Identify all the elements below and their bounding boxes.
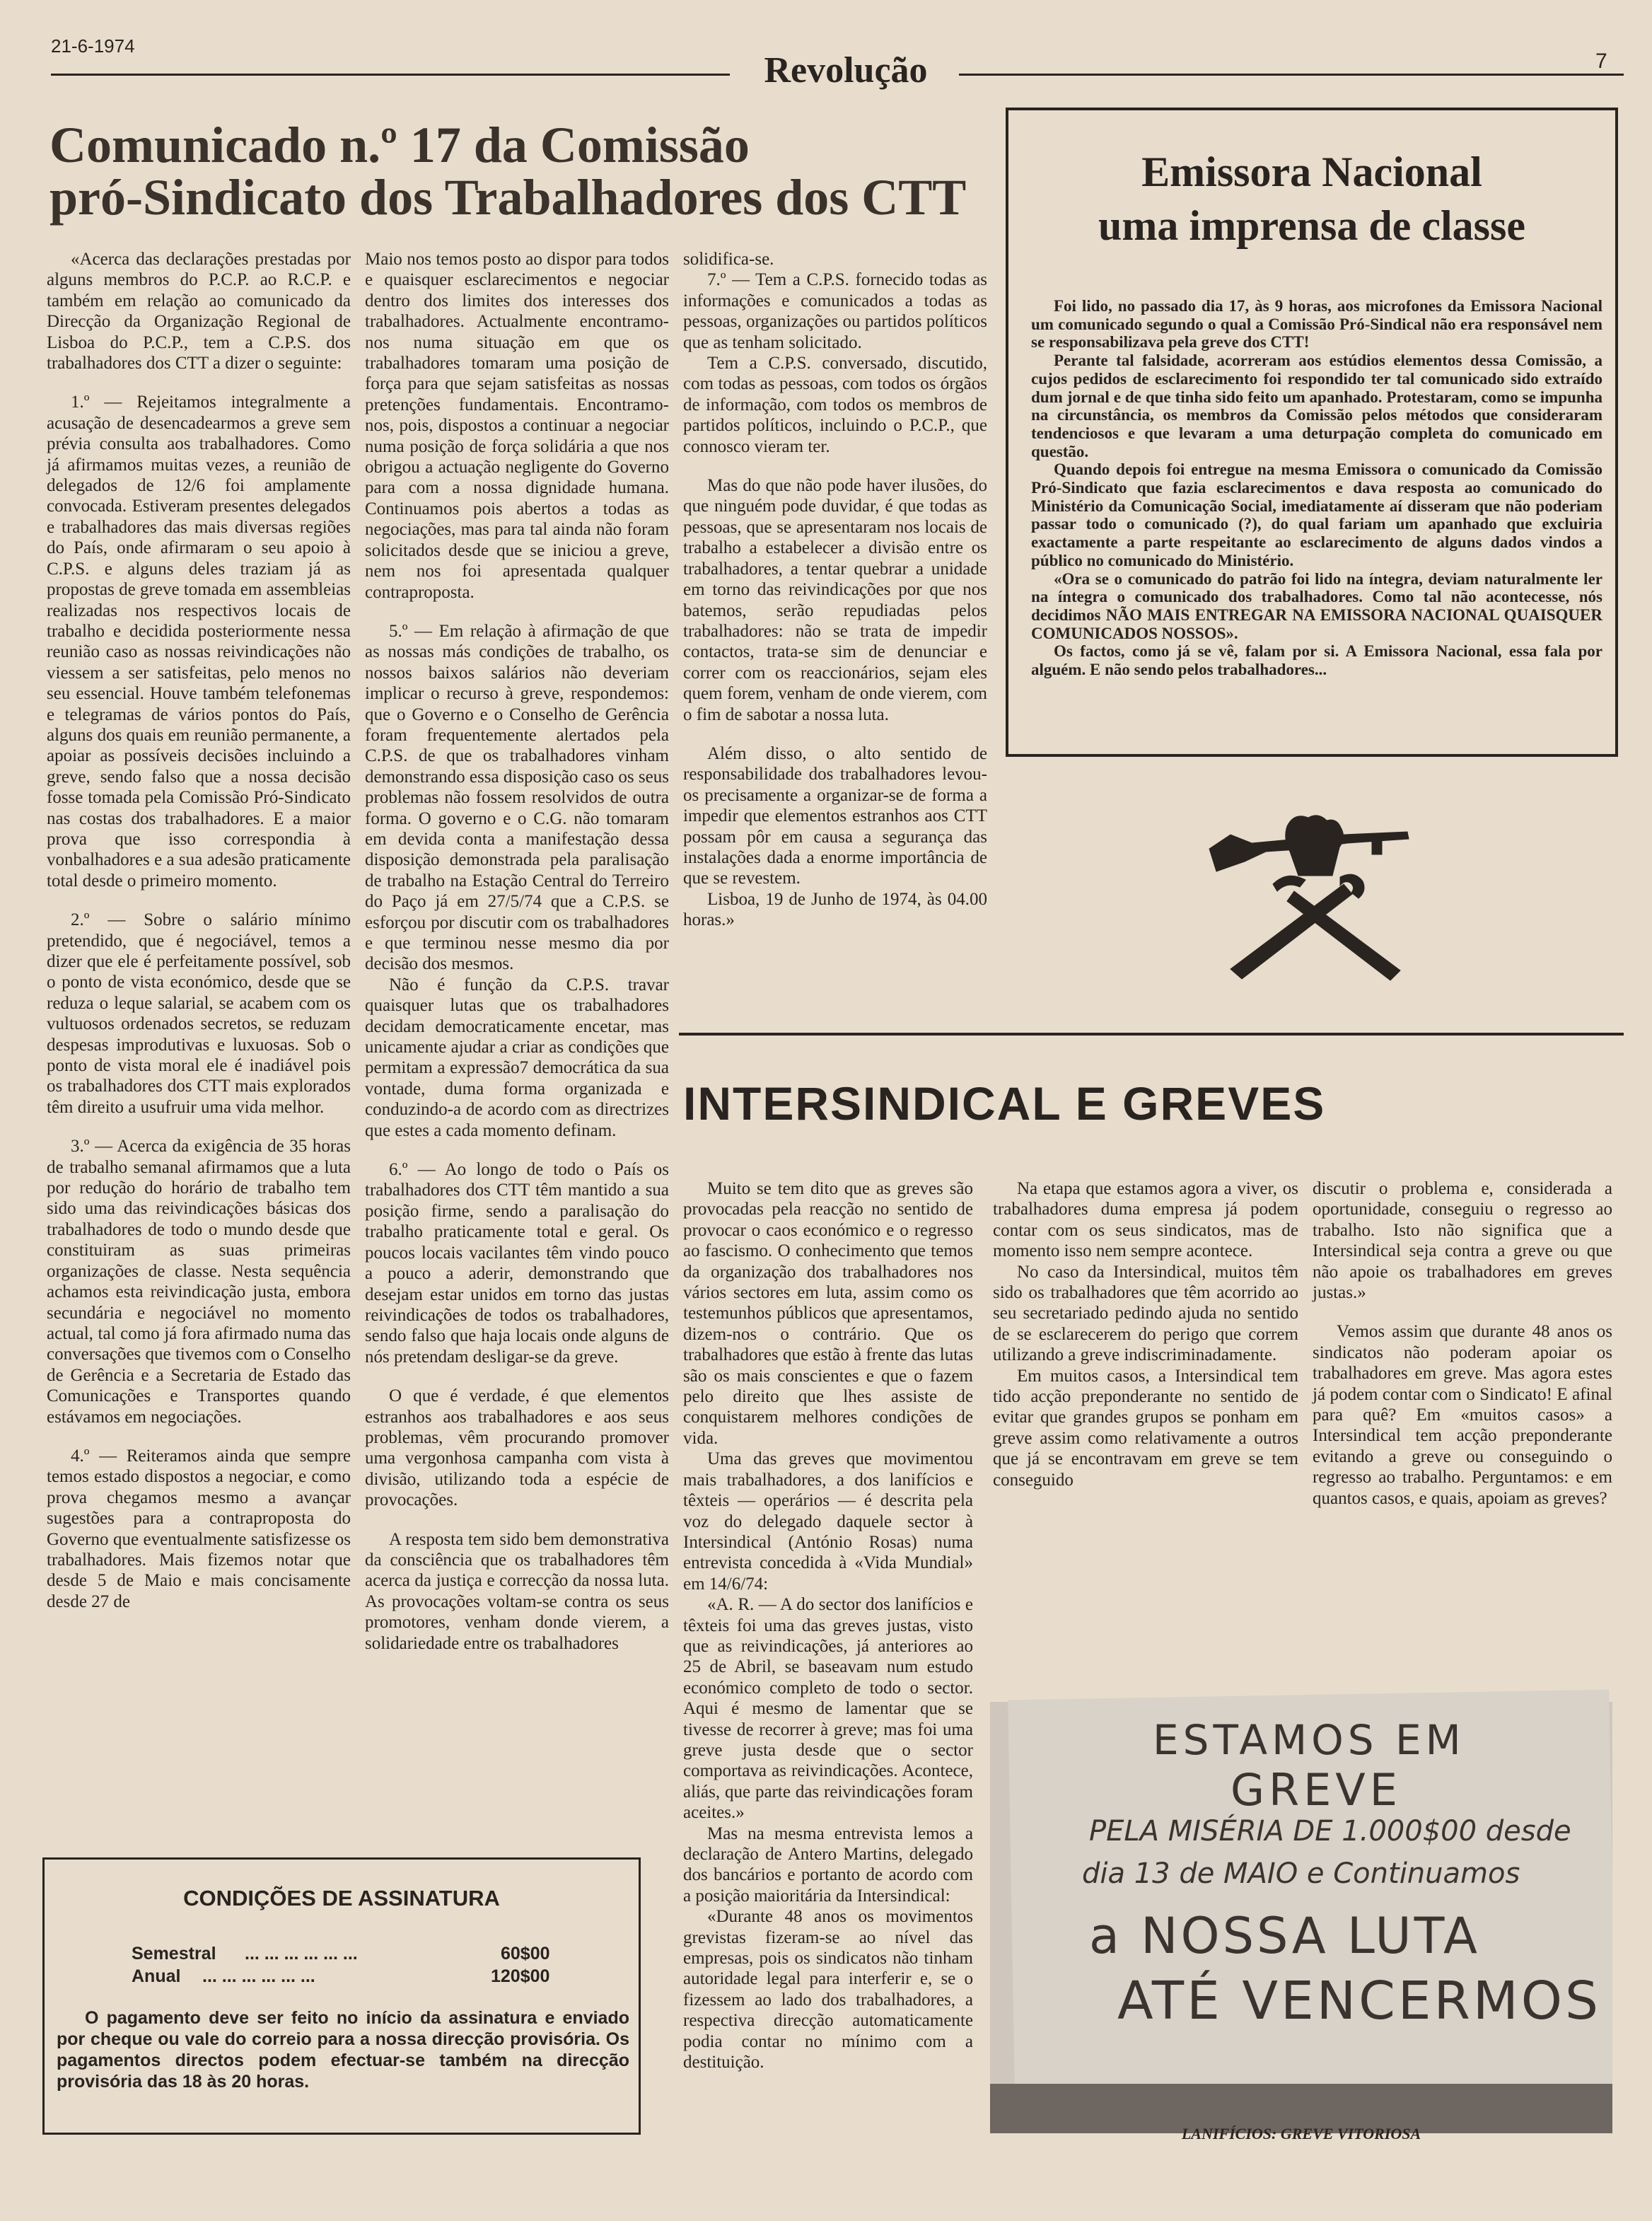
paragraph: «A. R. — A do sector dos lanifícios e têxteis foi uma das greves justas, visto que as reivindicações, já anteriores ao 25 de Abril, se baseavam num estudo económico completo de todo o sector. Aqui é mesmo de lamentar que se tivesse de recorrer à greve; mas foi uma greve justa desde que o sector comportava as reivindicações. Acontece, aliás, que parte das reivindicações foram aceites.» [683, 1595, 973, 1823]
paragraph: Em muitos casos, a Intersindical tem tido acção preponderante no sentido de evitar que grandes grupos se ponham em greve assim como relativamente a outros que já se encontravam em greve se tem conseguido [993, 1366, 1298, 1490]
subscription-label: Semestral [132, 1944, 216, 1964]
paragraph: 5.º — Em relação à afirmação de que as nossas más condições de trabalho, os nossos baixos salários não deveriam implicar o recurso à greve, respondemos: que o Governo e o Conselho de Gerência foram frequentemente alertados pela C.P.S. de que os trabalhadores vinham demonstrando essa disposição caso os seus problemas não fossem resolvidos de outra forma. O governo e o C.G. não tomaram em devida conta a manifestação dessa disposição demonstrada pela paralisação de trabalho na Estação Central do Terreiro do Paço já em 27/5/74 que a C.P.S. se esforçou por discutir com os trabalhadores e que terminou nesse mesmo dia por decisão dos mesmos. [365, 621, 669, 974]
emissora-title-line1: Emissora Nacional [1141, 149, 1482, 195]
paragraph: 4.º — Reiteramos ainda que sempre temos estado dispostos a negociar, e como prova chegamos mesmo a avançar sugestões para a contraproposta do Governo que eventualmente satisfizesse os trabalhadores. Mais fizemos notar que desde 5 de Maio e mais concisamente desde 27 de [47, 1446, 351, 1611]
subscription-row-semestral [132, 1944, 570, 1964]
intersindical-column-2 [993, 1178, 1298, 1490]
paragraph: Os factos, como já se vê, falam por si. A Emissora Nacional, essa fala por alguém. E não sendo pelos trabalhadores... [1031, 642, 1602, 679]
photo-caption: LANIFÍCIOS: GREVE VITORIOSA [1181, 2125, 1421, 2142]
paragraph: 7.º — Tem a C.P.S. fornecido todas as informações e comunicados a todas as pessoas, organizações ou partidos políticos que as tenham solicitado. [683, 270, 987, 352]
paragraph: A resposta tem sido bem demonstrativa da consciência que os trabalhadores têm acerca da justiça e correcção da nossa luta. As provocações voltam-se contra os seus promotores, venham donde vierem, a solidariedade entre os trabalhadores [365, 1529, 669, 1653]
subscription-label: Anual [132, 1966, 181, 1986]
ctt-column-3 [683, 249, 987, 931]
paragraph: Na etapa que estamos agora a viver, os trabalhadores duma empresa já podem contar com os seus sindicatos, mas de momento isso nem sempre acontece. [993, 1179, 1298, 1261]
paragraph: Não é função da C.P.S. travar quaisquer lutas que os trabalhadores decidam democraticamente encetar, mas unicamente ajudar a criar as condições que permitam a expressão7 democrática da sua vontade, duma forma organizada e conduzindo-a de acordo com as directrizes que estes a cada momento definam. [365, 975, 669, 1140]
intersindical-column-3 [1313, 1178, 1612, 1509]
sign-text-line5: a NOSSA LUTA [1089, 1907, 1480, 1965]
sign-text-line2: GREVE [1231, 1764, 1402, 1816]
paragraph: 3.º — Acerca da exigência de 35 horas de trabalho semanal afirmamos que a luta por redução do horário de trabalho tem sido uma das reivindicações básicas dos trabalhadores de todo o mundo desde que constituiram as suas primeiras organizações de classe. Nesta sequência achamos esta reivindicação justa, embora secundária e negociável no momento actual, tal como já fora afirmado numa das conversações que tivemos com o Conselho de Gerência e a Secretaria de Estado das Comunicações e Transportes quando estávamos em negociações. [47, 1137, 351, 1427]
ctt-headline [50, 119, 969, 224]
issue-date: 21-6-1974 [51, 35, 135, 57]
emissora-title [1006, 145, 1618, 253]
ctt-headline-line1: Comunicado n.º 17 da Comissão [50, 117, 750, 173]
subscription-note-text: O pagamento deve ser feito no início da assinatura e enviado por cheque ou vale do correio para a nossa direcção provisória. Os pagamentos directos podem efectuar-se também na direcção provisória das 18 às 20 horas. [57, 2008, 629, 2092]
page-number: 7 [1595, 50, 1607, 73]
paragraph: O que é verdade, é que elementos estranhos aos trabalhadores e aos seus problemas, vêm procurando promover uma vergonhosa campanha com vista à divisão, utilizando toda a espécie de provocações. [365, 1386, 669, 1510]
paragraph: solidifica-se. [683, 250, 774, 269]
ctt-column-2 [365, 249, 669, 1654]
subscription-note [57, 2007, 629, 2092]
subscription-dots: ... ... ... ... ... ... [202, 1966, 315, 1986]
paragraph: Perante tal falsidade, acorreram aos estúdios elementos dessa Comissão, a cujos pedidos de esclarecimento foi respondido ter tal comunicado sido extraído dum jornal e de que tinha sido feito um apanhado. Protestaram, como se impunha na circunstância, os membros da Comissão pelos métodos que consideraram tendenciosos e que levaram a uma deturpação completa do comunicado em questão. [1031, 352, 1602, 460]
paragraph: Além disso, o alto sentido de responsabilidade dos trabalhadores levou-os precisamente a organizar-se de forma a impedir que elementos estranhos aos CTT possam pôr em causa a segurança das instalações dada a enorme importância de que se revestem. [683, 743, 987, 888]
paragraph: «Ora se o comunicado do patrão foi lido na íntegra, deviam naturalmente ler na íntegra o comunicado dos trabalhadores. Como tal não acontecesse, nós decidimos NÃO MAIS ENTREGAR NA EMISSORA NACIONAL QUAISQUER COMUNICADOS NOSSOS». [1031, 569, 1602, 642]
paragraph: «Acerca das declarações prestadas por alguns membros do P.C.P. ao R.C.P. e também em relação ao comunicado da Direcção da Organização Regional de Lisboa do P.C.P., tem a C.P.S. dos trabalhadores dos CTT a dizer o seguinte: [47, 250, 351, 373]
masthead-rule-left [51, 74, 730, 76]
paragraph: No caso da Intersindical, muitos têm sido os trabalhadores que têm acorrido ao seu secretariado pedindo ajuda no sentido de se esclarecerem do perigo que correm utilizando a greve indiscriminadamente. [993, 1262, 1298, 1365]
intersindical-column-1 [683, 1178, 973, 2072]
ctt-headline-line2: pró-Sindicato dos Trabalhadores dos CTT [50, 169, 967, 226]
paragraph: Mas do que não pode haver ilusões, do que ninguém pode duvidar, é que todas as pessoas, que se apresentaram nos locais de trabalho a estabelecer a divisão entre os trabalhadores, a tentar quebrar a unidade em torno das reivindicações por que nos batemos, serão repudiadas pelos trabalhadores: não se trata de impedir contactos, trata-se sim de denunciar e correr com os reaccionários, sejam eles quem forem, venham de onde vierem, com o fim de sabotar a nossa luta. [683, 476, 987, 724]
paragraph: Vemos assim que durante 48 anos os sindicatos não poderam apoiar os trabalhadores em greve. Mas agora estes já podem contar com o Sindicato! E afinal para quê? Em «muitos casos» a Intersindical tem acção preponderante evitando a greve ou conseguindo o regresso ao trabalho. Perguntamos: e em quantos casos, e quais, apoiam as greves? [1313, 1322, 1612, 1508]
paragraph: Maio nos temos posto ao dispor para todos e quaisquer esclarecimentos e negociar dentro dos limites dos interesses dos trabalhadores. Actualmente encontramo-nos numa situação em que os trabalhadores tomaram uma posição de força para que sejam satisfeitas as nossas pretenções fundamentais. Encontramo-nos, pois, dispostos a continuar a negociar numa posição de força solidária a que nos obrigou a actuação negligente do Governo para com a nossa dignidade humana. Continuamos pois abertos a todas as negociações, mas para tal ainda não foram solicitados desde que se iniciou a greve, nem nos foi apresentada qualquer contraproposta. [365, 250, 669, 602]
section-divider [679, 1033, 1624, 1036]
paragraph: Foi lido, no passado dia 17, às 9 horas, aos microfones da Emissora Nacional um comunicado segundo o qual a Comissão Pró-Sindical não era responsável nem se responsabilizava pela greve dos CTT! [1031, 297, 1602, 352]
subscription-dots: ... ... ... ... ... ... [245, 1944, 358, 1964]
paragraph: discutir o problema e, considerada a oportunidade, conseguiu o regresso ao trabalho. Isto não significa que a Intersindical seja contra a greve ou que não apoie os trabalhadores em greves justas.» [1313, 1179, 1612, 1303]
sign-text-line6: ATÉ VENCERMOS [1117, 1971, 1601, 2031]
paragraph: Quando depois foi entregue na mesma Emissora o comunicado da Comissão Pró-Sindicato que fazia esclarecimentos e dava resposta ao comunicado do Ministério da Comunicação Social, imediatamente aí disseram que não poderiam passar todo o comunicado (?), do qual fariam um apanhado que excluiria exactamente a parte respeitante ao esclarecimento de alguns dados vindos a público no comunicado do Ministério. [1031, 460, 1602, 569]
emissora-title-line2: uma imprensa de classe [1098, 202, 1525, 249]
paragraph: Mas na mesma entrevista lemos a declaração de Antero Martins, delegado dos bancários e portanto de acordo com a posição maioritária da Intersindical: [683, 1823, 973, 1906]
paragraph: Uma das greves que movimentou mais trabalhadores, a dos lanifícios e têxteis — operários — é descrita pela voz do delegado daquele sector à Intersindical (António Rosas) numa entrevista concedida à «Vida Mundial» em 14/6/74: [683, 1449, 973, 1594]
paragraph: 2.º — Sobre o salário mínimo pretendido, que é negociável, temos a dizer que ele é perfeitamente possível, sob o ponto de vista económico, desde que se reduza o leque salarial, se acabem com os vultuosos ordenados secretos, se reduzam despesas improdutivas e luxuosas. Sob o ponto de vista moral ele é inadiável pois os trabalhadores dos CTT mais explorados têm direito a usufruir uma vida melhor. [47, 910, 351, 1117]
paragraph: Tem a C.P.S. conversado, discutido, com todas as pessoas, com todos os órgãos de informação, com todos os membros de partidos políticos, incluindo o P.C.P., que connosco vieram ter. [683, 354, 987, 456]
subscription-price: 60$00 [501, 1944, 550, 1964]
newspaper-name: Revolução [764, 50, 928, 91]
sign-text-line4: dia 13 de MAIO e Continuamos [1082, 1857, 1520, 1890]
paragraph: Muito se tem dito que as greves são provocadas pela reacção no sentido de provocar o caos económico e o regresso ao fascismo. O conhecimento que temos da organização dos trabalhadores nos vários sectores em luta, assim como os testemunhos públicos que apresentamos, dizem-nos o contrário. Que os trabalhadores que estão à frente das lutas são os mais conscientes e que o fazem pelo direito que lhes assiste de conquistarem melhores condições de vida. [683, 1179, 973, 1448]
rifle-fist-tools-emblem [1202, 806, 1429, 983]
emissora-body [1031, 297, 1602, 679]
paragraph: «Durante 48 anos os movimentos grevistas fizeram-se ao nível das empresas, pois os sindicatos não tinham autoridade legal para interferir e, se o fizessem ao lado dos trabalhadores, a respectiva direcção automaticamente podia contar no mínimo com a destituição. [683, 1907, 973, 2072]
paragraph: 6.º — Ao longo de todo o País os trabalhadores dos CTT têm mantido a sua posição firme, sendo a paralisação do trabalho praticamente total e geral. Os poucos locais vacilantes têm vindo pouco a pouco a aderir, demonstrando que desejam estar unidos em torno das justas reivindicações de todos os trabalhadores, sendo falso que haja locais onde alguns de nós pretendam desligar-se da greve. [365, 1160, 669, 1367]
sign-text-line3: PELA MISÉRIA DE 1.000$00 desde [1089, 1815, 1571, 1848]
paragraph: 1.º — Rejeitamos integralmente a acusação de desencadearmos a greve sem prévia consulta aos trabalhadores. Como já afirmamos muitas vezes, a reunião de delegados de 12/6 foi amplamente convocada. Estiveram presentes delegados e trabalhadores das mais diversas regiões do País, onde afirmaram o seu apoio à C.P.S. e alguns deles traziam já as propostas de greve tomada em assembleias realizadas nos respectivos locais de trabalho e decidida posteriormente nessa reunião caso as nossas reivindicações não viessem a ser satisfeitas, pelo menos no seu essencial. Houve também telefonemas e telegramas de vários pontos do País, alguns dos quais em reunião permanente, a apoiar as possíveis decisões incluindo a greve, sendo falso que a nossa decisão fosse tomada pela Comissão Pró-Sindicato nas costas dos trabalhadores. E a maior prova que isso correspondia à vonbalhadores e a sua adesão praticamente total desde o primeiro momento. [47, 393, 351, 891]
intersindical-headline: INTERSINDICAL E GREVES [683, 1077, 1326, 1130]
subscription-price: 120$00 [491, 1966, 550, 1986]
subscription-title: CONDIÇÕES DE ASSINATURA [183, 1886, 500, 1910]
ctt-column-1 [47, 249, 351, 1612]
paragraph: Lisboa, 19 de Junho de 1974, às 04.00 horas.» [683, 889, 987, 930]
sign-text-line1: ESTAMOS EM [1153, 1716, 1465, 1764]
strike-sign-photo [990, 1617, 1612, 2133]
masthead-rule-right [959, 74, 1624, 76]
subscription-row-anual [132, 1966, 570, 1987]
